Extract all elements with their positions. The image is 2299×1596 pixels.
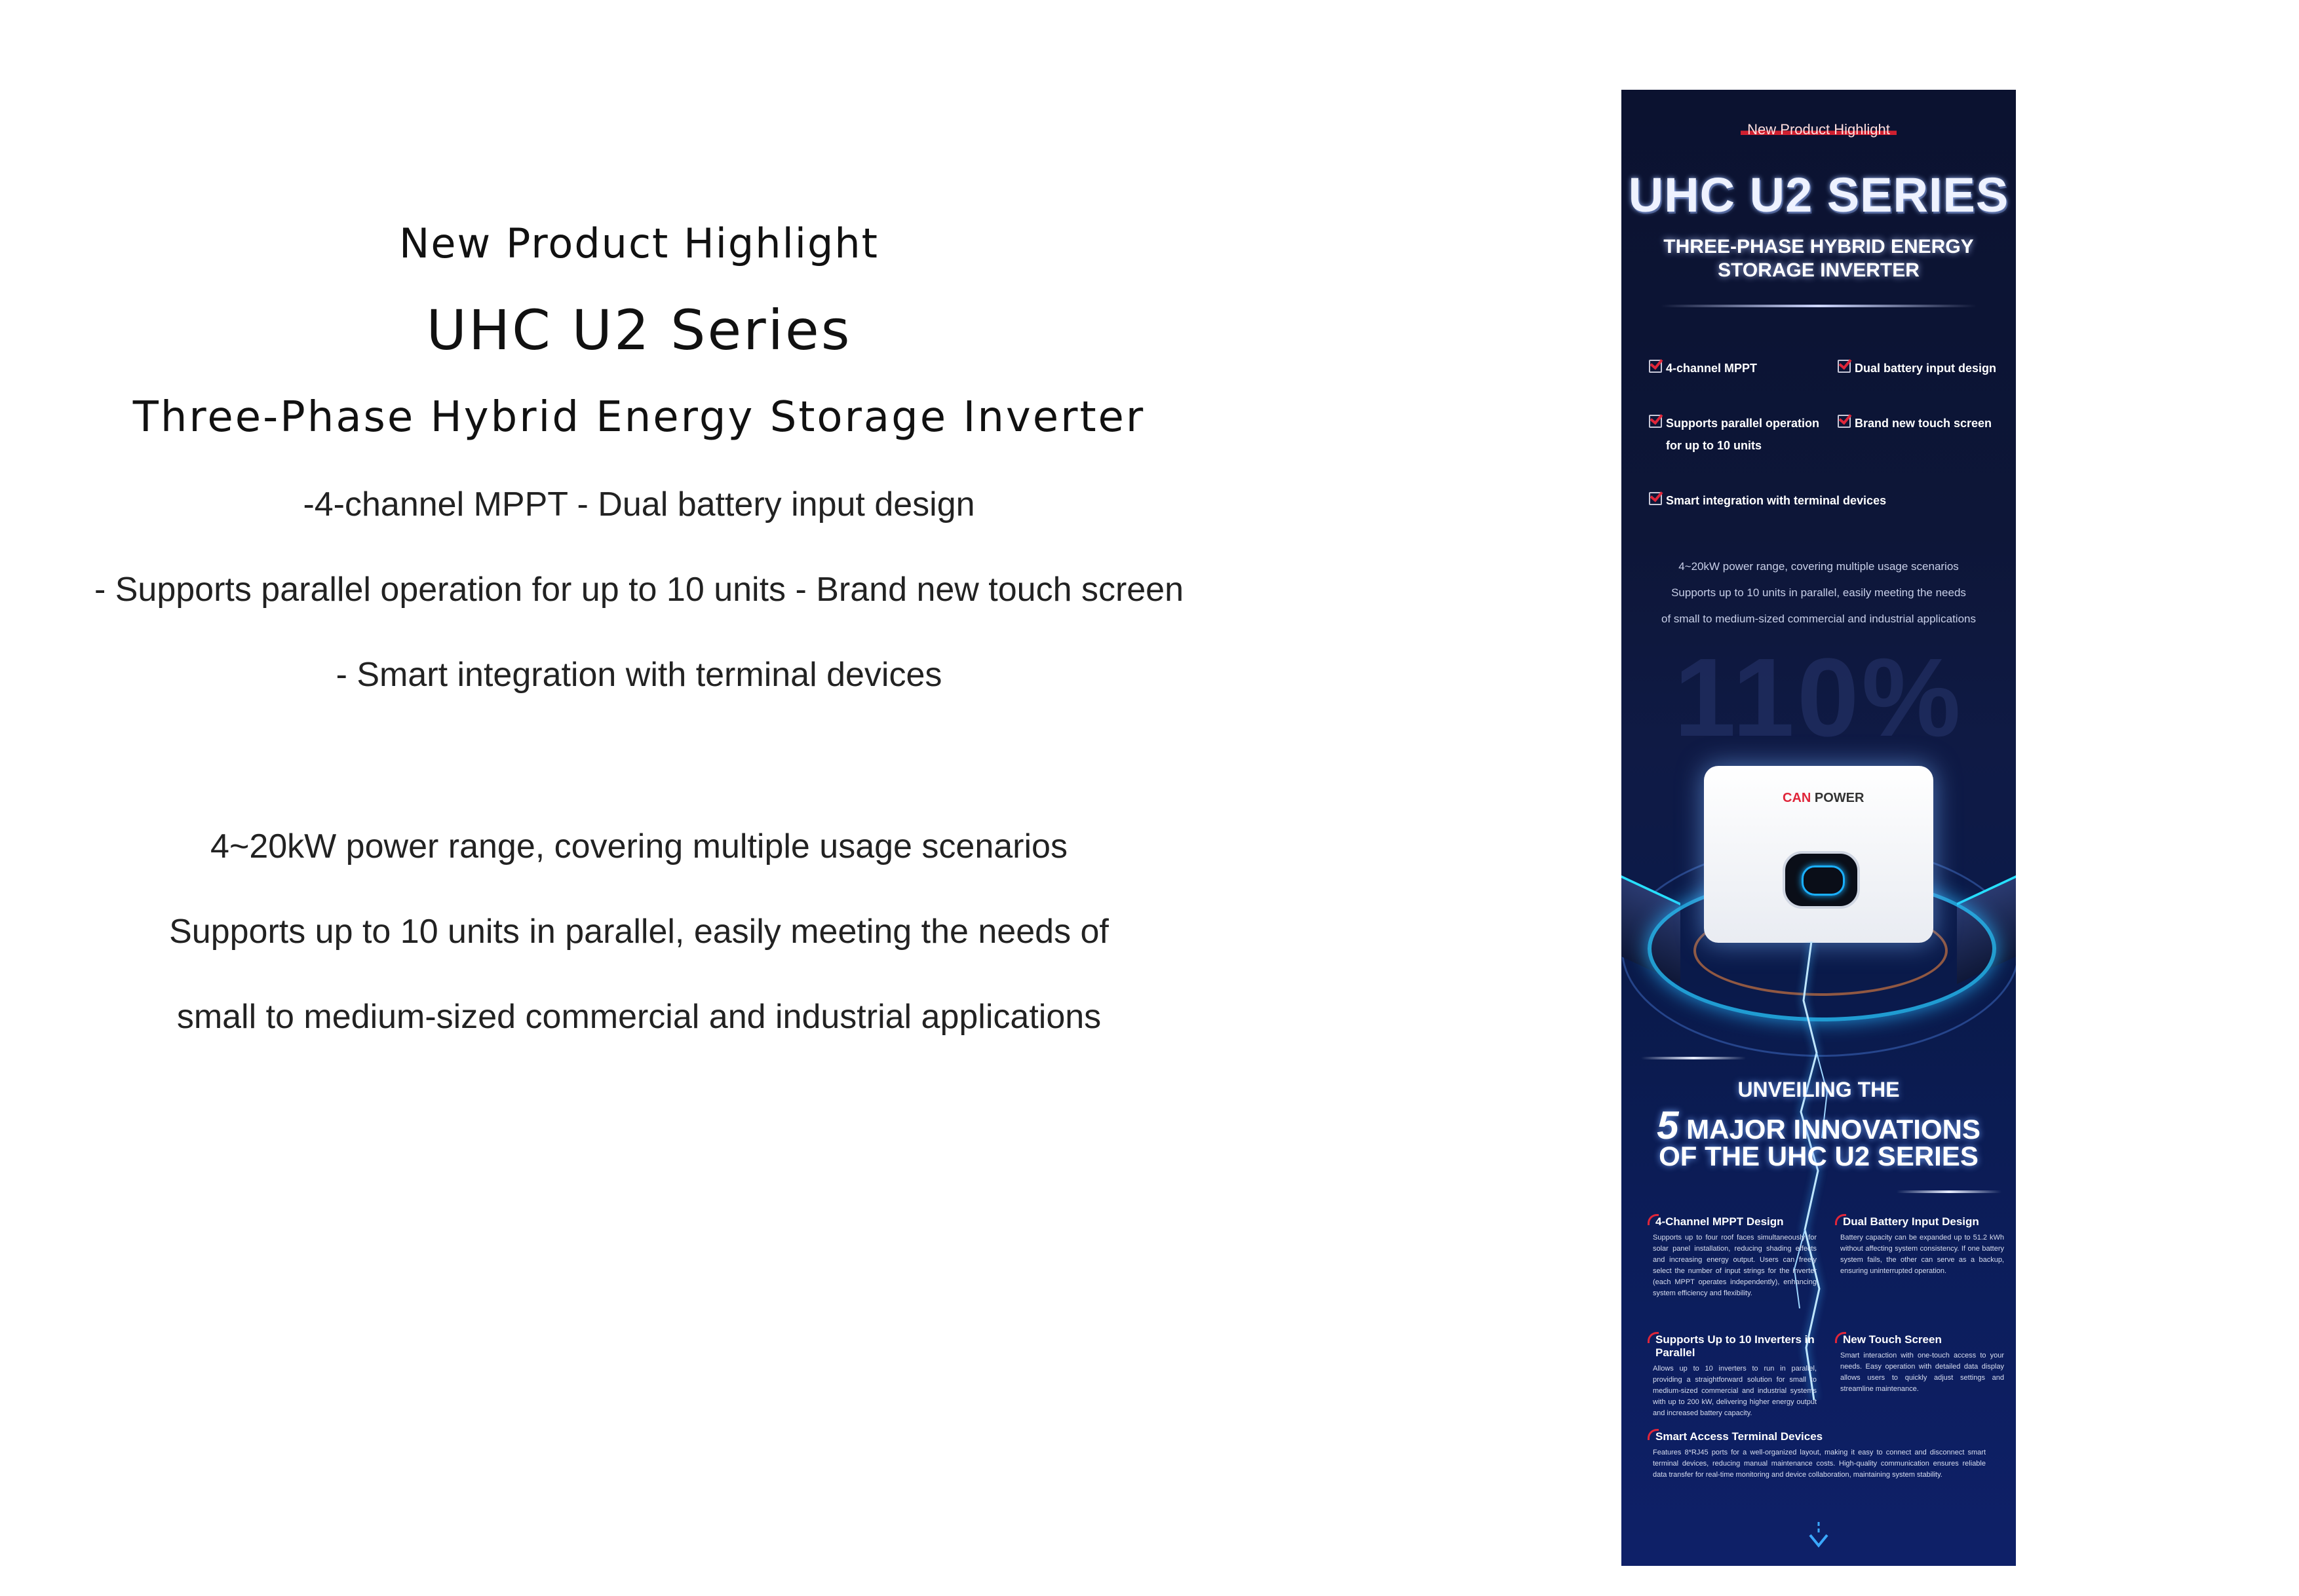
touch-screen-display [1783, 851, 1860, 909]
brand-logo: CAN POWER [1783, 791, 1864, 805]
poster-description: 4~20kW power range, covering multiple usage scenarios Supports up to 10 units in parallel, easily meeting the needs of small to medium-sized commercial and industrial applications [1661, 560, 1976, 625]
feature-line: - Smart integration with terminal devices [336, 656, 942, 694]
description-line: 4~20kW power range, covering multiple usage scenarios [210, 827, 1068, 865]
checkbox-icon [1649, 492, 1662, 505]
background-percent: 110% [1674, 636, 1963, 760]
feature-line: - Supports parallel operation for up to 10 units - Brand new touch screen [94, 571, 1184, 609]
checkbox-icon [1838, 360, 1851, 373]
feature-item: Supports parallel operation for up to 10 units [1649, 412, 1832, 457]
product-poster [1621, 90, 2016, 1566]
inverter-image [1704, 766, 1933, 943]
innovation-block: Supports Up to 10 Inverters in Parallel Allows up to 10 inverters to run in parallel, providing a straightforward solution for small to medium-sized commercial and industrial systems with up to 200 kW, delivering higher energy output and increased battery capacity. [1653, 1333, 1817, 1417]
page-title: UHC U2 Series [426, 298, 852, 362]
unveil-heading: OF THE UHC U2 SERIES [1659, 1141, 1979, 1171]
divider [1897, 1190, 2001, 1193]
feature-item: Brand new touch screen [1838, 412, 1992, 434]
checkbox-icon [1838, 415, 1851, 428]
page-subtitle: Three-Phase Hybrid Energy Storage Inverter [132, 393, 1146, 442]
feature-item: Smart integration with terminal devices [1649, 489, 1886, 512]
divider [1641, 1057, 1746, 1059]
scroll-down-arrow-icon [1807, 1521, 1830, 1549]
title-underline [1661, 305, 1977, 307]
description-line: Supports up to 10 units in parallel, easily meeting the needs of [169, 913, 1109, 951]
innovation-block: 4-Channel MPPT Design Supports up to four roof faces simultaneously for solar panel installation, reducing shading effects and increasing energy output. Users can freely select the number of input strings for the inverter (each MPPT operates independently), enhancing system efficiency and flexibility. [1653, 1215, 1817, 1297]
kicker-text: New Product Highlight [399, 219, 879, 267]
checkbox-icon [1649, 415, 1662, 428]
checkbox-icon [1649, 360, 1662, 373]
description-line: small to medium-sized commercial and industrial applications [176, 998, 1102, 1036]
innovation-block: Smart Access Terminal Devices Features 8*RJ45 ports for a well-organized layout, making it easy to connect and disconnect smart terminal devices, reducing manual maintenance costs. High-quality communication ensures reliable data transfer for real-time monitoring and device collaboration, maintaining system stability. [1653, 1430, 1986, 1479]
poster-subtitle: THREE-PHASE HYBRID ENERGY STORAGE INVERTER [1663, 236, 1974, 281]
poster-kicker: New Product Highlight [1621, 121, 2016, 138]
feature-item: 4-channel MPPT [1649, 357, 1757, 379]
feature-line: -4-channel MPPT - Dual battery input design [303, 485, 975, 523]
feature-item: Dual battery input design [1838, 357, 1996, 379]
unveil-heading: UNVEILING THE [1737, 1078, 1900, 1101]
innovation-block: Dual Battery Input Design Battery capacity can be expanded up to 51.2 kWh without affecting system consistency. If one battery system fails, the other can serve as a backup, ensuring uninterrupted operation. [1840, 1215, 2004, 1275]
innovation-block: New Touch Screen Smart interaction with one-touch access to your needs. Easy operation with detailed data display allows users to quickly adjust settings and streamline maintenance. [1840, 1333, 2004, 1393]
poster-title: UHC U2 SERIES [1628, 168, 2009, 222]
unveil-heading: 5 MAJOR INNOVATIONS [1657, 1103, 1980, 1147]
